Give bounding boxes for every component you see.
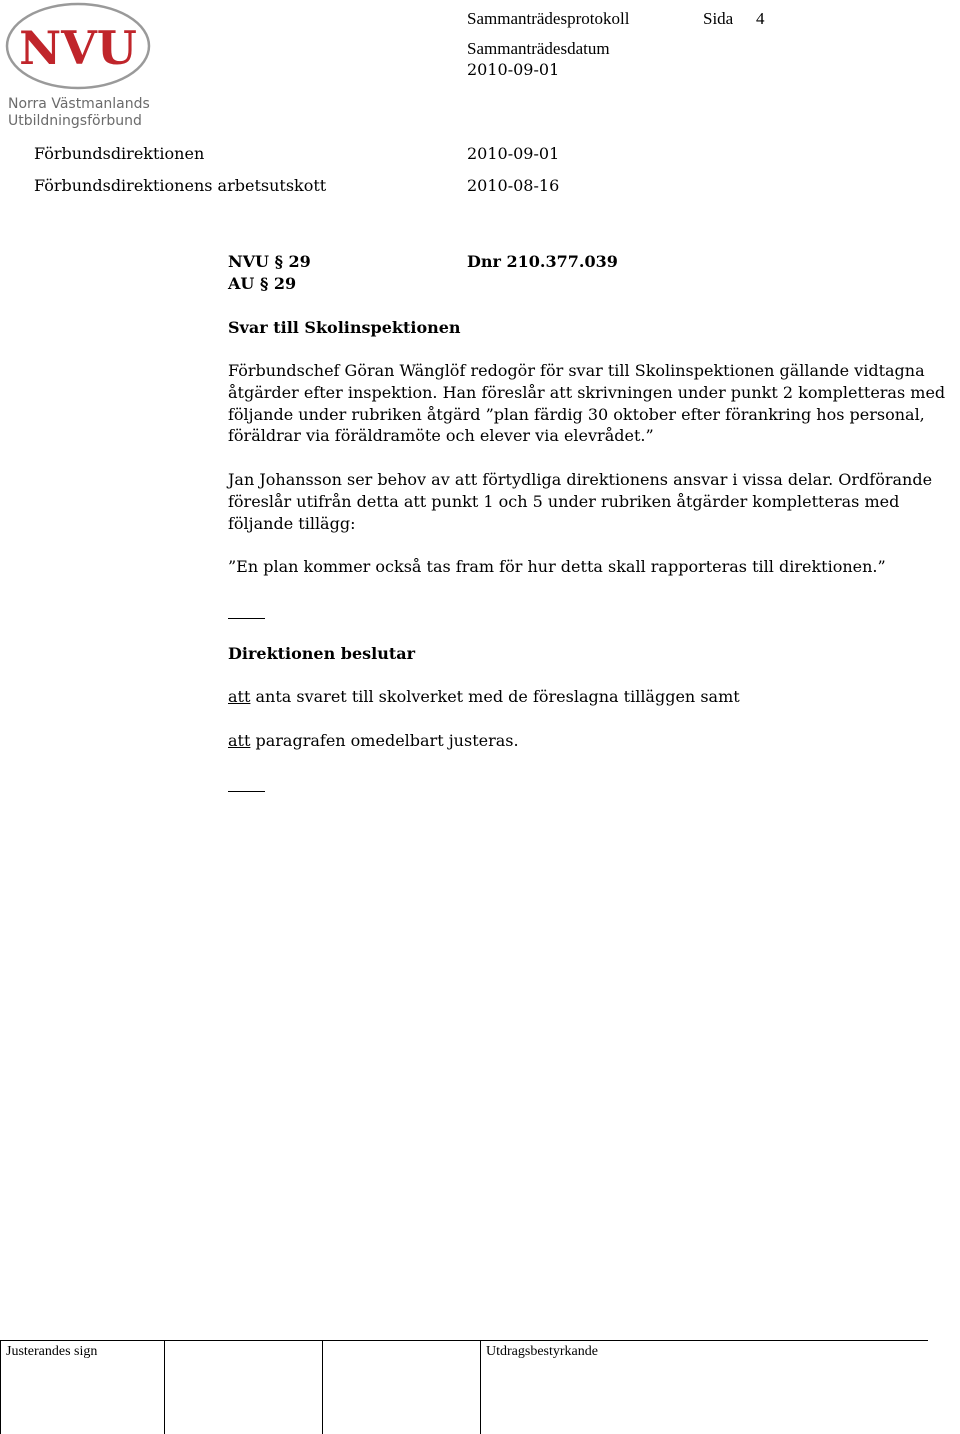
signature-footer bbox=[0, 1340, 928, 1434]
logo-caption-line2: Utbildningsförbund bbox=[8, 113, 142, 129]
decision-item bbox=[228, 730, 519, 752]
decision-heading: Direktionen beslutar bbox=[228, 644, 416, 663]
body-name: Förbundsdirektionens arbetsutskott bbox=[34, 176, 327, 195]
page-label: Sida bbox=[703, 9, 734, 28]
paragraph-addition-text: Jan Johansson ser behov av att förtydliga direktionens ansvar i vissa delar. Ordförande föreslår utifrån detta att punkt 1 och 5 under rubriken åtgärder kompletteras med följande tillägg: bbox=[228, 470, 933, 533]
body-name: Förbundsdirektionen bbox=[34, 144, 205, 163]
section-title: Svar till Skolinspektionen bbox=[228, 318, 461, 337]
quoted-addition: ”En plan kommer också tas fram för hur detta skall rapporteras till direktionen.” bbox=[228, 557, 886, 576]
logo-caption bbox=[8, 96, 158, 130]
meeting-date-label: Sammanträdesdatum bbox=[467, 39, 610, 58]
utdragsbestyrkande-label: Utdragsbestyrkande bbox=[486, 1344, 598, 1359]
diary-number: Dnr 210.377.039 bbox=[467, 252, 618, 271]
body-date: 2010-08-16 bbox=[467, 176, 560, 195]
sign-box bbox=[322, 1341, 323, 1434]
nvu-paragraph-ref: NVU § 29 bbox=[228, 252, 311, 271]
meeting-date: 2010-09-01 bbox=[467, 60, 560, 79]
paragraph-proposal bbox=[228, 360, 958, 447]
nvu-logo-mark bbox=[4, 2, 156, 97]
paragraph-proposal-text: Förbundschef Göran Wänglöf redogör för svar till Skolinspektionen gällande vidtagna åtgärder efter inspektion. Han föreslår att skrivningen under punkt 2 kompletteras med följande under rubriken åtgärd ”plan färdig 30 oktober efter förankring hos personal, föräldrar via föräldramöte och elever via elevrådet.” bbox=[228, 361, 946, 446]
protocol-label: Sammanträdesprotokoll bbox=[467, 9, 630, 28]
justerandes-sign-label: Justerandes sign bbox=[6, 1344, 98, 1359]
decision-keyword: att bbox=[228, 731, 251, 750]
sign-box bbox=[164, 1341, 165, 1434]
extract-cell bbox=[480, 1341, 481, 1434]
decision-item bbox=[228, 686, 740, 708]
page-number: 4 bbox=[756, 9, 765, 28]
body-date: 2010-09-01 bbox=[467, 144, 560, 163]
decision-text: anta svaret till skolverket med de föreslagna tilläggen samt bbox=[250, 687, 740, 706]
au-paragraph-ref: AU § 29 bbox=[228, 274, 297, 293]
logo-mark-text: NVU bbox=[19, 21, 137, 75]
paragraph-addition bbox=[228, 469, 958, 534]
footer-cell bbox=[0, 1341, 1, 1434]
divider bbox=[228, 791, 265, 792]
logo-caption-line1: Norra Västmanlands bbox=[8, 96, 150, 112]
decision-text: paragrafen omedelbart justeras. bbox=[250, 731, 519, 750]
divider bbox=[228, 618, 265, 619]
decision-keyword: att bbox=[228, 687, 251, 706]
